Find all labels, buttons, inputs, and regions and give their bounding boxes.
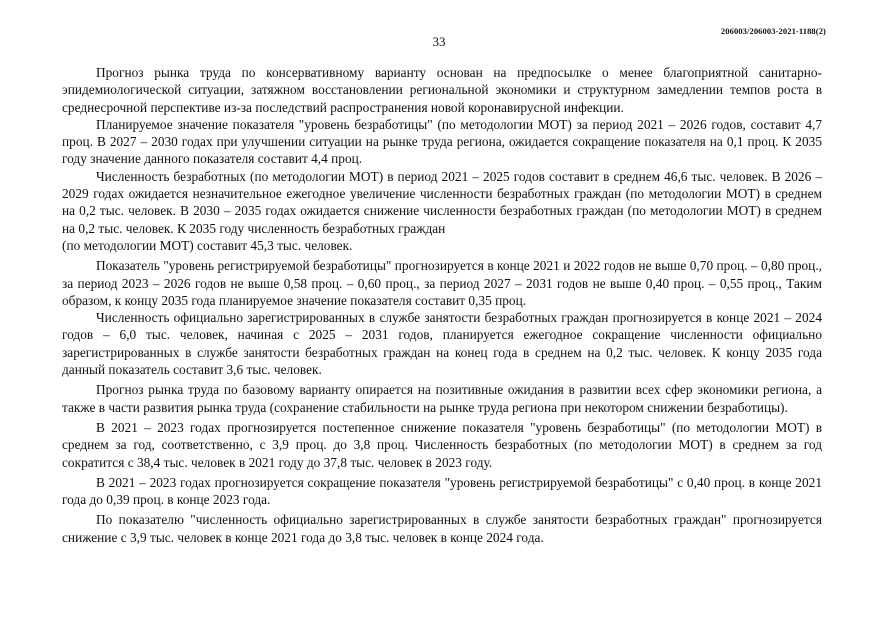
paragraph-registered-unemployment-rate: Показатель "уровень регистрируемой безработицы" прогнозируется в конце 2021 и 2022 годов не выше 0,70 проц. – 0,80 проц., за период 2023 – 2026 годов не выше 0,58 проц. – 0,60 проц., за период 2027 – 2031 годов не выше 0,40 проц. – 0,55 проц., Таким образом, к концу 2035 года планируемое значение показателя составит 0,35 проц. [62,258,822,308]
paragraph-unemployment-rate-ilo: Планируемое значение показателя "уровень безработицы" (по методологии МОТ) за период 2021 – 2026 годов, составит 4,7 проц. В 2027 – 2030 годах при улучшении ситуации на рынке труда региона, ожидается сокращение показателя на 0,1 проц. К 2035 году значение данного показателя составит 4,4 проц. [62,116,822,167]
paragraph-unemployed-count-ilo: Численность безработных (по методологии МОТ) в период 2021 – 2025 годов составит в среднем 46,6 тыс. человек. В 2026 – 2029 годах ожидается незначительное ежегодное увеличение численности безработных граждан (по методологии МОТ) в среднем на 0,2 тыс. человек. В 2030 – 2035 годах ожидается снижение численности безработных граждан (по методологии МОТ) в среднем на 0,2 тыс. человек. К 2035 году численность безработных граждан [62,168,822,236]
paragraph-registered-unemployed-count: Численность официально зарегистрированных в службе занятости безработных граждан прогнозируется в конце 2021 – 2024 годов – 6,0 тыс. человек, начиная с 2025 – 2031 годов, планируется ежегодное сокращение численности официально зарегистрированных в службе занятости безработных граждан на конец года в среднем на 0,2 тыс. человек. К концу 2035 года данный показатель составит 3,6 тыс. человек. [62,310,822,378]
page-number: 33 [432,34,446,49]
document-body [62,64,822,546]
document-id: 206003/206003-2021-1188(2) [720,26,826,36]
paragraph-base-unemployment-rate: В 2021 – 2023 годах прогнозируется постепенное снижение показателя "уровень безработицы" (по методологии МОТ) в среднем за год, соответственно, с 3,9 проц. до 3,8 проц. Численность безработных (по методологии МОТ) в среднем за год сократится с 38,4 тыс. человек в 2021 году до 37,8 тыс. человек в 2023 году. [62,419,822,470]
paragraph-base-registered-count: По показателю "численность официально зарегистрированных в службе занятости безработных граждан" прогнозируется снижение с 3,9 тыс. человек в конце 2021 года до 3,8 тыс. человек в конце 2024 года. [62,512,822,545]
paragraph-unemployed-count-ilo-tail: (по методологии МОТ) составит 45,3 тыс. человек. [62,237,353,253]
paragraph-base-registered-rate: В 2021 – 2023 годах прогнозируется сокращение показателя "уровень регистрируемой безработицы" с 0,40 проц. в конце 2021 года до 0,39 проц. в конце 2023 года. [62,474,822,508]
paragraph-base-variant-intro: Прогноз рынка труда по базовому варианту опирается на позитивные ожидания в развитии всех сфер экономики региона, а также в части развития рынка труда (сохранение стабильности на рынке труда региона при некотором снижении безработицы). [62,382,822,415]
paragraph-conservative-intro: Прогноз рынка труда по консервативному варианту основан на предпосылке о менее благоприятной санитарно-эпидемиологической ситуации, затяжном восстановлении региональной экономики и структурном замедлении темпов роста в среднесрочной перспективе из-за последствий распространения новой коронавирусной инфекции. [62,65,822,115]
